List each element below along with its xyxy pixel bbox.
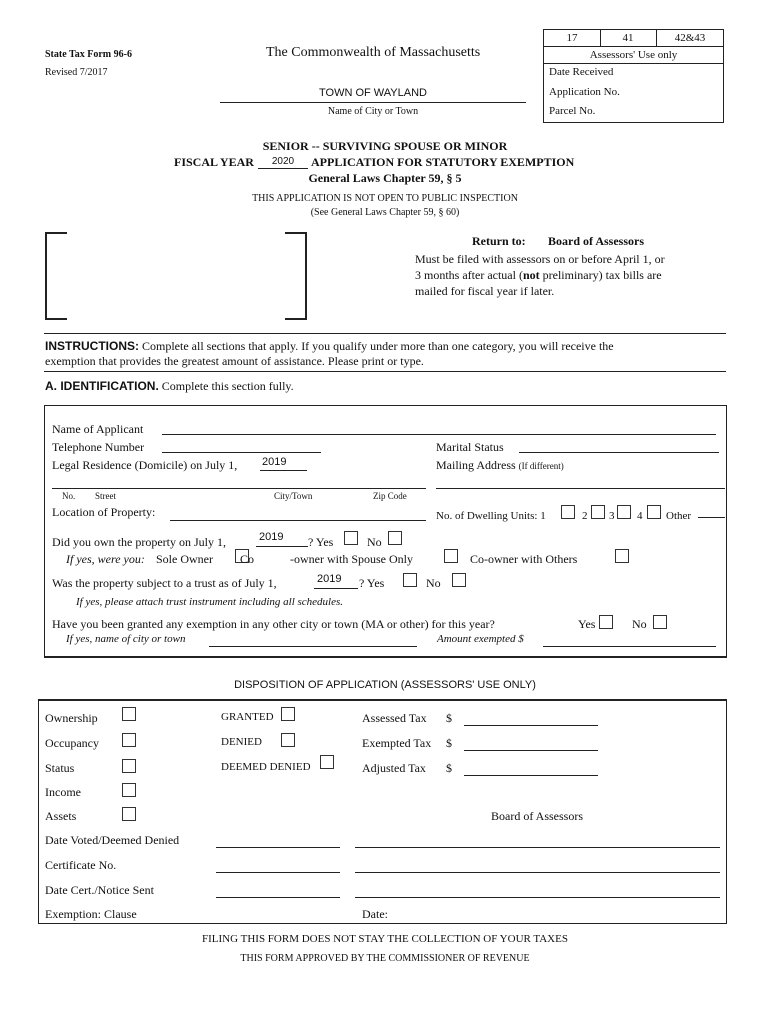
code-42-43: 42&43 xyxy=(674,32,706,44)
town-underline xyxy=(220,102,526,103)
see-chapter-notice: (See General Laws Chapter 59, § 60) xyxy=(310,207,460,218)
addr-no-caption: No. xyxy=(62,491,76,501)
other-exemption-yes-label: Yes xyxy=(578,617,596,631)
occupancy-checkbox[interactable] xyxy=(122,733,136,747)
application-no-label: Application No. xyxy=(549,86,620,98)
date-received-label: Date Received xyxy=(549,66,614,78)
deemed-denied-label: DEEMED DENIED xyxy=(221,761,311,773)
other-city-field[interactable] xyxy=(209,646,417,647)
assessed-tax-dollar: $ xyxy=(446,711,452,725)
telephone-label: Telephone Number xyxy=(52,440,145,454)
marital-status-label: Marital Status xyxy=(436,440,504,454)
co-owner-others-checkbox[interactable] xyxy=(615,549,629,563)
assessors-use-only-label: Assessors' Use only xyxy=(589,49,678,61)
co-owner-spouse-label: -owner with Spouse Only xyxy=(290,552,413,566)
certificate-no-field[interactable] xyxy=(216,872,340,873)
certificate-no-label: Certificate No. xyxy=(45,858,117,872)
mailing-address-field[interactable] xyxy=(436,488,725,489)
own-yes-label: ? Yes xyxy=(308,535,334,549)
return-board: Board of Assessors xyxy=(548,234,645,248)
deemed-denied-checkbox[interactable] xyxy=(320,755,334,769)
adjusted-tax-dollar: $ xyxy=(446,761,452,775)
assessed-tax-label: Assessed Tax xyxy=(362,711,427,725)
footer-line-2: THIS FORM APPROVED BY THE COMMISSIONER OF REVENUE xyxy=(240,953,530,964)
occupancy-label: Occupancy xyxy=(45,736,99,750)
units-2-label: 2 xyxy=(582,510,588,522)
income-checkbox[interactable] xyxy=(122,783,136,797)
adjusted-tax-field[interactable] xyxy=(464,775,598,776)
income-label: Income xyxy=(45,785,81,799)
mailing-address-label: Mailing Address (If different) xyxy=(436,458,564,472)
legal-residence-year[interactable]: 2019 xyxy=(262,456,287,468)
co-owner-spouse-checkbox[interactable] xyxy=(444,549,458,563)
other-city-label: If yes, name of city or town xyxy=(66,633,186,645)
addr-city-caption: City/Town xyxy=(274,491,313,501)
assets-label: Assets xyxy=(45,809,77,823)
assessed-tax-field[interactable] xyxy=(464,725,598,726)
ownership-checkbox[interactable] xyxy=(122,707,136,721)
other-exemption-question: Have you been granted any exemption in any other city or town (MA or other) for this year? xyxy=(52,617,495,631)
title-fy-suffix: APPLICATION FOR STATUTORY EXEMPTION xyxy=(311,155,575,169)
units-other-label: Other xyxy=(666,510,692,522)
units-4-label: 4 xyxy=(637,510,643,522)
title-line-3: General Laws Chapter 59, § 5 xyxy=(308,171,462,185)
if-yes-were-you: If yes, were you: xyxy=(66,552,145,566)
footer-line-1: FILING THIS FORM DOES NOT STAY THE COLLECTION OF YOUR TAXES xyxy=(202,933,568,945)
own-yes-checkbox[interactable] xyxy=(344,531,358,545)
exempted-tax-label: Exempted Tax xyxy=(362,736,432,750)
exempted-tax-dollar: $ xyxy=(446,736,452,750)
town-caption: Name of City or Town xyxy=(327,106,419,117)
exemption-clause-label: Exemption: Clause xyxy=(45,907,137,921)
fiscal-year-underline xyxy=(258,168,308,169)
date-label: Date: xyxy=(362,907,388,921)
title-fy-prefix: FISCAL YEAR xyxy=(174,155,254,169)
filing-deadline-line-1: Must be filed with assessors on or before April 1, or xyxy=(415,252,665,266)
trust-question-label: Was the property subject to a trust as of July 1, xyxy=(52,576,277,590)
assessors-use-box xyxy=(543,29,724,123)
instructions-bottom-rule xyxy=(44,371,726,372)
applicant-name-field[interactable] xyxy=(162,434,716,435)
return-to-label: Return to: xyxy=(472,234,526,248)
sole-owner-label: Sole Owner xyxy=(156,552,213,566)
units-3-label: 3 xyxy=(609,510,615,522)
own-year-line xyxy=(256,546,308,547)
own-no-checkbox[interactable] xyxy=(388,531,402,545)
instructions-line-2: exemption that provides the greatest amount of assistance. Please print or type. xyxy=(45,354,424,368)
revised-date: Revised 7/2017 xyxy=(45,67,108,78)
co-owner-others-label: Co-owner with Others xyxy=(470,552,578,566)
other-exemption-no-checkbox[interactable] xyxy=(653,615,667,629)
units-other-field[interactable] xyxy=(698,517,725,518)
assessor-signature-line-2[interactable] xyxy=(355,872,720,873)
board-of-assessors-label: Board of Assessors xyxy=(491,809,583,823)
granted-checkbox[interactable] xyxy=(281,707,295,721)
marital-status-field[interactable] xyxy=(519,452,719,453)
status-label: Status xyxy=(45,761,75,775)
trust-no-label: No xyxy=(426,576,441,590)
own-no-label: No xyxy=(367,535,382,549)
instructions-top-rule xyxy=(44,333,726,334)
filing-deadline-line-2: 3 months after actual (not preliminary) tax bills are xyxy=(415,268,662,282)
not-public-notice: THIS APPLICATION IS NOT OPEN TO PUBLIC INSPECTION xyxy=(252,193,518,204)
date-voted-label: Date Voted/Deemed Denied xyxy=(45,833,180,847)
assessor-signature-line-1[interactable] xyxy=(355,847,720,848)
assessor-signature-line-3[interactable] xyxy=(355,897,720,898)
adjusted-tax-label: Adjusted Tax xyxy=(362,761,426,775)
units-4-checkbox[interactable] xyxy=(647,505,661,519)
units-1-checkbox[interactable] xyxy=(561,505,575,519)
date-cert-label: Date Cert./Notice Sent xyxy=(45,883,154,897)
filing-deadline-line-3: mailed for fiscal year if later. xyxy=(415,284,555,298)
trust-yes-label: ? Yes xyxy=(359,576,385,590)
ownership-label: Ownership xyxy=(45,711,98,725)
applicant-name-label: Name of Applicant xyxy=(52,422,144,436)
co-prefix: Co xyxy=(240,552,255,566)
disposition-title: DISPOSITION OF APPLICATION (ASSESSORS' USE ONLY) xyxy=(234,679,536,691)
denied-label: DENIED xyxy=(221,736,262,748)
denied-checkbox[interactable] xyxy=(281,733,295,747)
exempted-tax-field[interactable] xyxy=(464,750,598,751)
commonwealth-title: The Commonwealth of Massachusetts xyxy=(266,45,481,60)
title-line-1: SENIOR -- SURVIVING SPOUSE OR MINOR xyxy=(262,139,508,153)
legal-residence-label: Legal Residence (Domicile) on July 1, xyxy=(52,458,238,472)
addr-street-caption: Street xyxy=(95,491,116,501)
form-number: State Tax Form 96-6 xyxy=(45,49,132,60)
legal-residence-year-line xyxy=(260,470,307,471)
own-property-label: Did you own the property on July 1, xyxy=(52,535,226,549)
town-name: TOWN OF WAYLAND xyxy=(319,87,427,99)
date-cert-field[interactable] xyxy=(216,897,340,898)
code-17: 17 xyxy=(544,30,601,46)
addr-zip-caption: Zip Code xyxy=(373,491,407,501)
amount-exempted-field[interactable] xyxy=(543,646,716,647)
instructions-line-1: INSTRUCTIONS: Complete all sections that apply. If you qualify under more than one category, you will receive the xyxy=(45,339,614,353)
units-2-checkbox[interactable] xyxy=(591,505,605,519)
location-field[interactable] xyxy=(170,520,426,521)
trust-year-line xyxy=(314,588,358,589)
code-41: 41 xyxy=(600,30,657,46)
other-exemption-yes-checkbox[interactable] xyxy=(599,615,613,629)
section-a-heading: A. IDENTIFICATION. Complete this section fully. xyxy=(45,379,294,393)
granted-label: GRANTED xyxy=(221,711,274,723)
amount-exempted-label: Amount exempted $ xyxy=(437,633,524,645)
residence-address-field[interactable] xyxy=(52,488,426,489)
location-label: Location of Property: xyxy=(52,505,156,519)
trust-year-value[interactable]: 2019 xyxy=(317,573,342,585)
dwelling-units-label: No. of Dwelling Units: 1 xyxy=(436,510,546,522)
units-3-checkbox[interactable] xyxy=(617,505,631,519)
own-year-value[interactable]: 2019 xyxy=(259,531,284,543)
status-checkbox[interactable] xyxy=(122,759,136,773)
other-exemption-no-label: No xyxy=(632,617,647,631)
trust-no-checkbox[interactable] xyxy=(452,573,466,587)
telephone-field[interactable] xyxy=(162,452,321,453)
parcel-no-label: Parcel No. xyxy=(549,105,596,117)
date-voted-field[interactable] xyxy=(216,847,340,848)
trust-yes-checkbox[interactable] xyxy=(403,573,417,587)
trust-attach-note: If yes, please attach trust instrument including all schedules. xyxy=(76,596,344,608)
fiscal-year-value[interactable]: 2020 xyxy=(271,156,295,167)
assets-checkbox[interactable] xyxy=(122,807,136,821)
